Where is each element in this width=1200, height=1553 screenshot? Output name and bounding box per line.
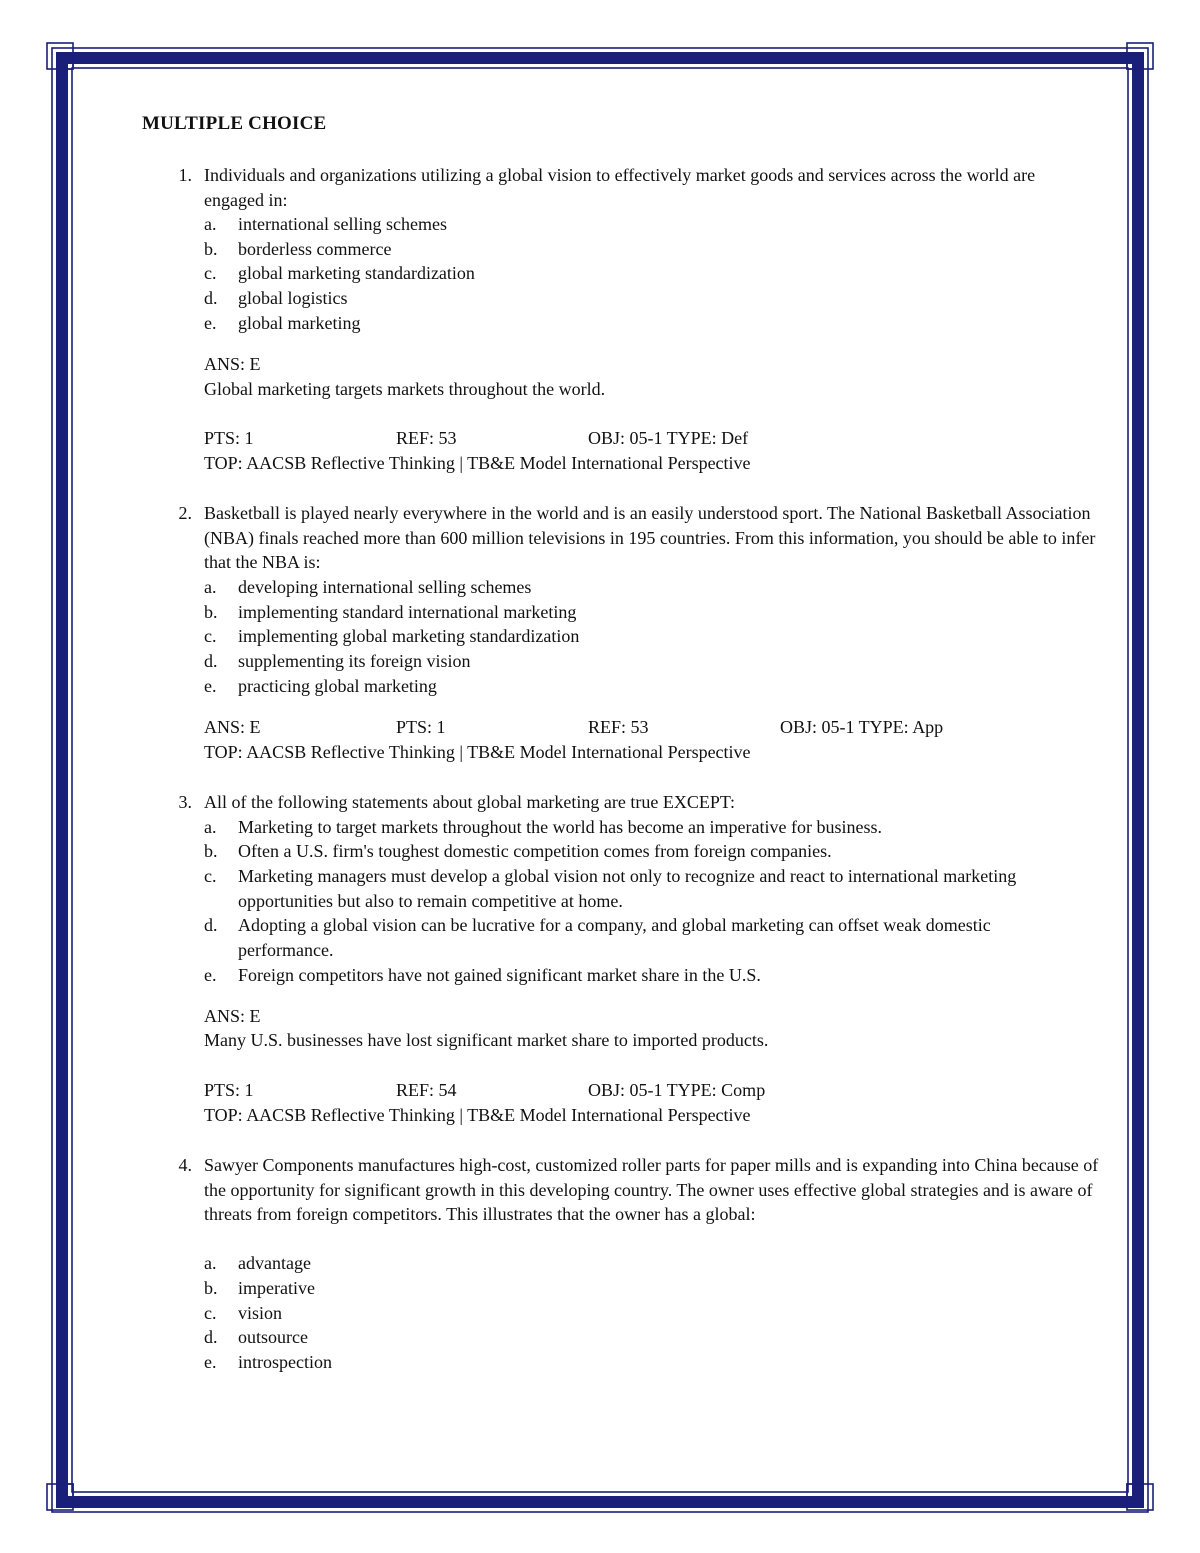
answer-feedback: Global marketing targets markets throughout the world. — [204, 379, 606, 399]
answer-line: ANS: E — [204, 354, 261, 374]
question-number: 3. — [178, 792, 192, 812]
topic-line: TOP: AACSB Reflective Thinking | TB&E Model International Perspective — [204, 742, 751, 762]
option-e: e. introspection — [204, 1352, 332, 1372]
option-b: b. imperative — [204, 1278, 315, 1298]
option-d: d. supplementing its foreign vision — [204, 651, 471, 671]
option-d: d. Adopting a global vision can be lucrative for a company, and global marketing can offset weak domestic performance. — [204, 915, 991, 960]
question-number: 2. — [178, 503, 192, 523]
answer-feedback: Many U.S. businesses have lost significant market share to imported products. — [204, 1030, 769, 1050]
option-c: c. vision — [204, 1303, 283, 1323]
question-number: 1. — [178, 165, 192, 185]
option-b: b. implementing standard international marketing — [204, 602, 577, 622]
option-e: e. global marketing — [204, 313, 361, 333]
metadata-line: ANS: E PTS: 1 REF: 53 OBJ: 05-1 TYPE: App — [204, 717, 944, 737]
option-a: a. advantage — [204, 1253, 311, 1273]
option-d: d. global logistics — [204, 288, 348, 308]
option-a: a. Marketing to target markets throughout the world has become an imperative for business. — [204, 817, 883, 837]
option-e: e. Foreign competitors have not gained significant market share in the U.S. — [204, 965, 761, 985]
option-d: d. outsource — [204, 1327, 308, 1347]
option-b: b. Often a U.S. firm's toughest domestic competition comes from foreign companies. — [204, 841, 832, 861]
section-heading: MULTIPLE CHOICE — [142, 113, 327, 134]
option-c: c. implementing global marketing standardization — [204, 626, 580, 646]
question-number: 4. — [178, 1155, 192, 1175]
topic-line: TOP: AACSB Reflective Thinking | TB&E Model International Perspective — [204, 1105, 751, 1125]
option-a: a. developing international selling schemes — [204, 577, 532, 597]
option-c: c. global marketing standardization — [204, 263, 475, 283]
metadata-line: PTS: 1 REF: 54 OBJ: 05-1 TYPE: Comp — [204, 1080, 766, 1100]
answer-line: ANS: E — [204, 1006, 261, 1026]
question-text: All of the following statements about global marketing are true EXCEPT: — [204, 792, 735, 812]
option-a: a. international selling schemes — [204, 214, 447, 234]
option-b: b. borderless commerce — [204, 239, 392, 259]
option-c: c. Marketing managers must develop a global vision not only to recognize and react to international marketing opportunities but also to remain competitive at home. — [204, 866, 1017, 911]
question-text: Individuals and organizations utilizing a global vision to effectively market goods and services across the world are engaged in: — [204, 165, 1036, 210]
question-text: Basketball is played nearly everywhere in the world and is an easily understood sport. The National Basketball Association (NBA) finals reached more than 600 million televisions in 195 countries. From this information, you should be able to infer that the NBA is: — [204, 503, 1096, 573]
topic-line: TOP: AACSB Reflective Thinking | TB&E Model International Perspective — [204, 453, 751, 473]
metadata-line: PTS: 1 REF: 53 OBJ: 05-1 TYPE: Def — [204, 428, 749, 448]
question-text: Sawyer Components manufactures high-cost, customized roller parts for paper mills and is expanding into China because of the opportunity for significant growth in this developing country. The owner uses effective global strategies and is aware of threats from foreign competitors. This illustrates that the owner has a global: — [204, 1155, 1099, 1225]
option-e: e. practicing global marketing — [204, 676, 437, 696]
